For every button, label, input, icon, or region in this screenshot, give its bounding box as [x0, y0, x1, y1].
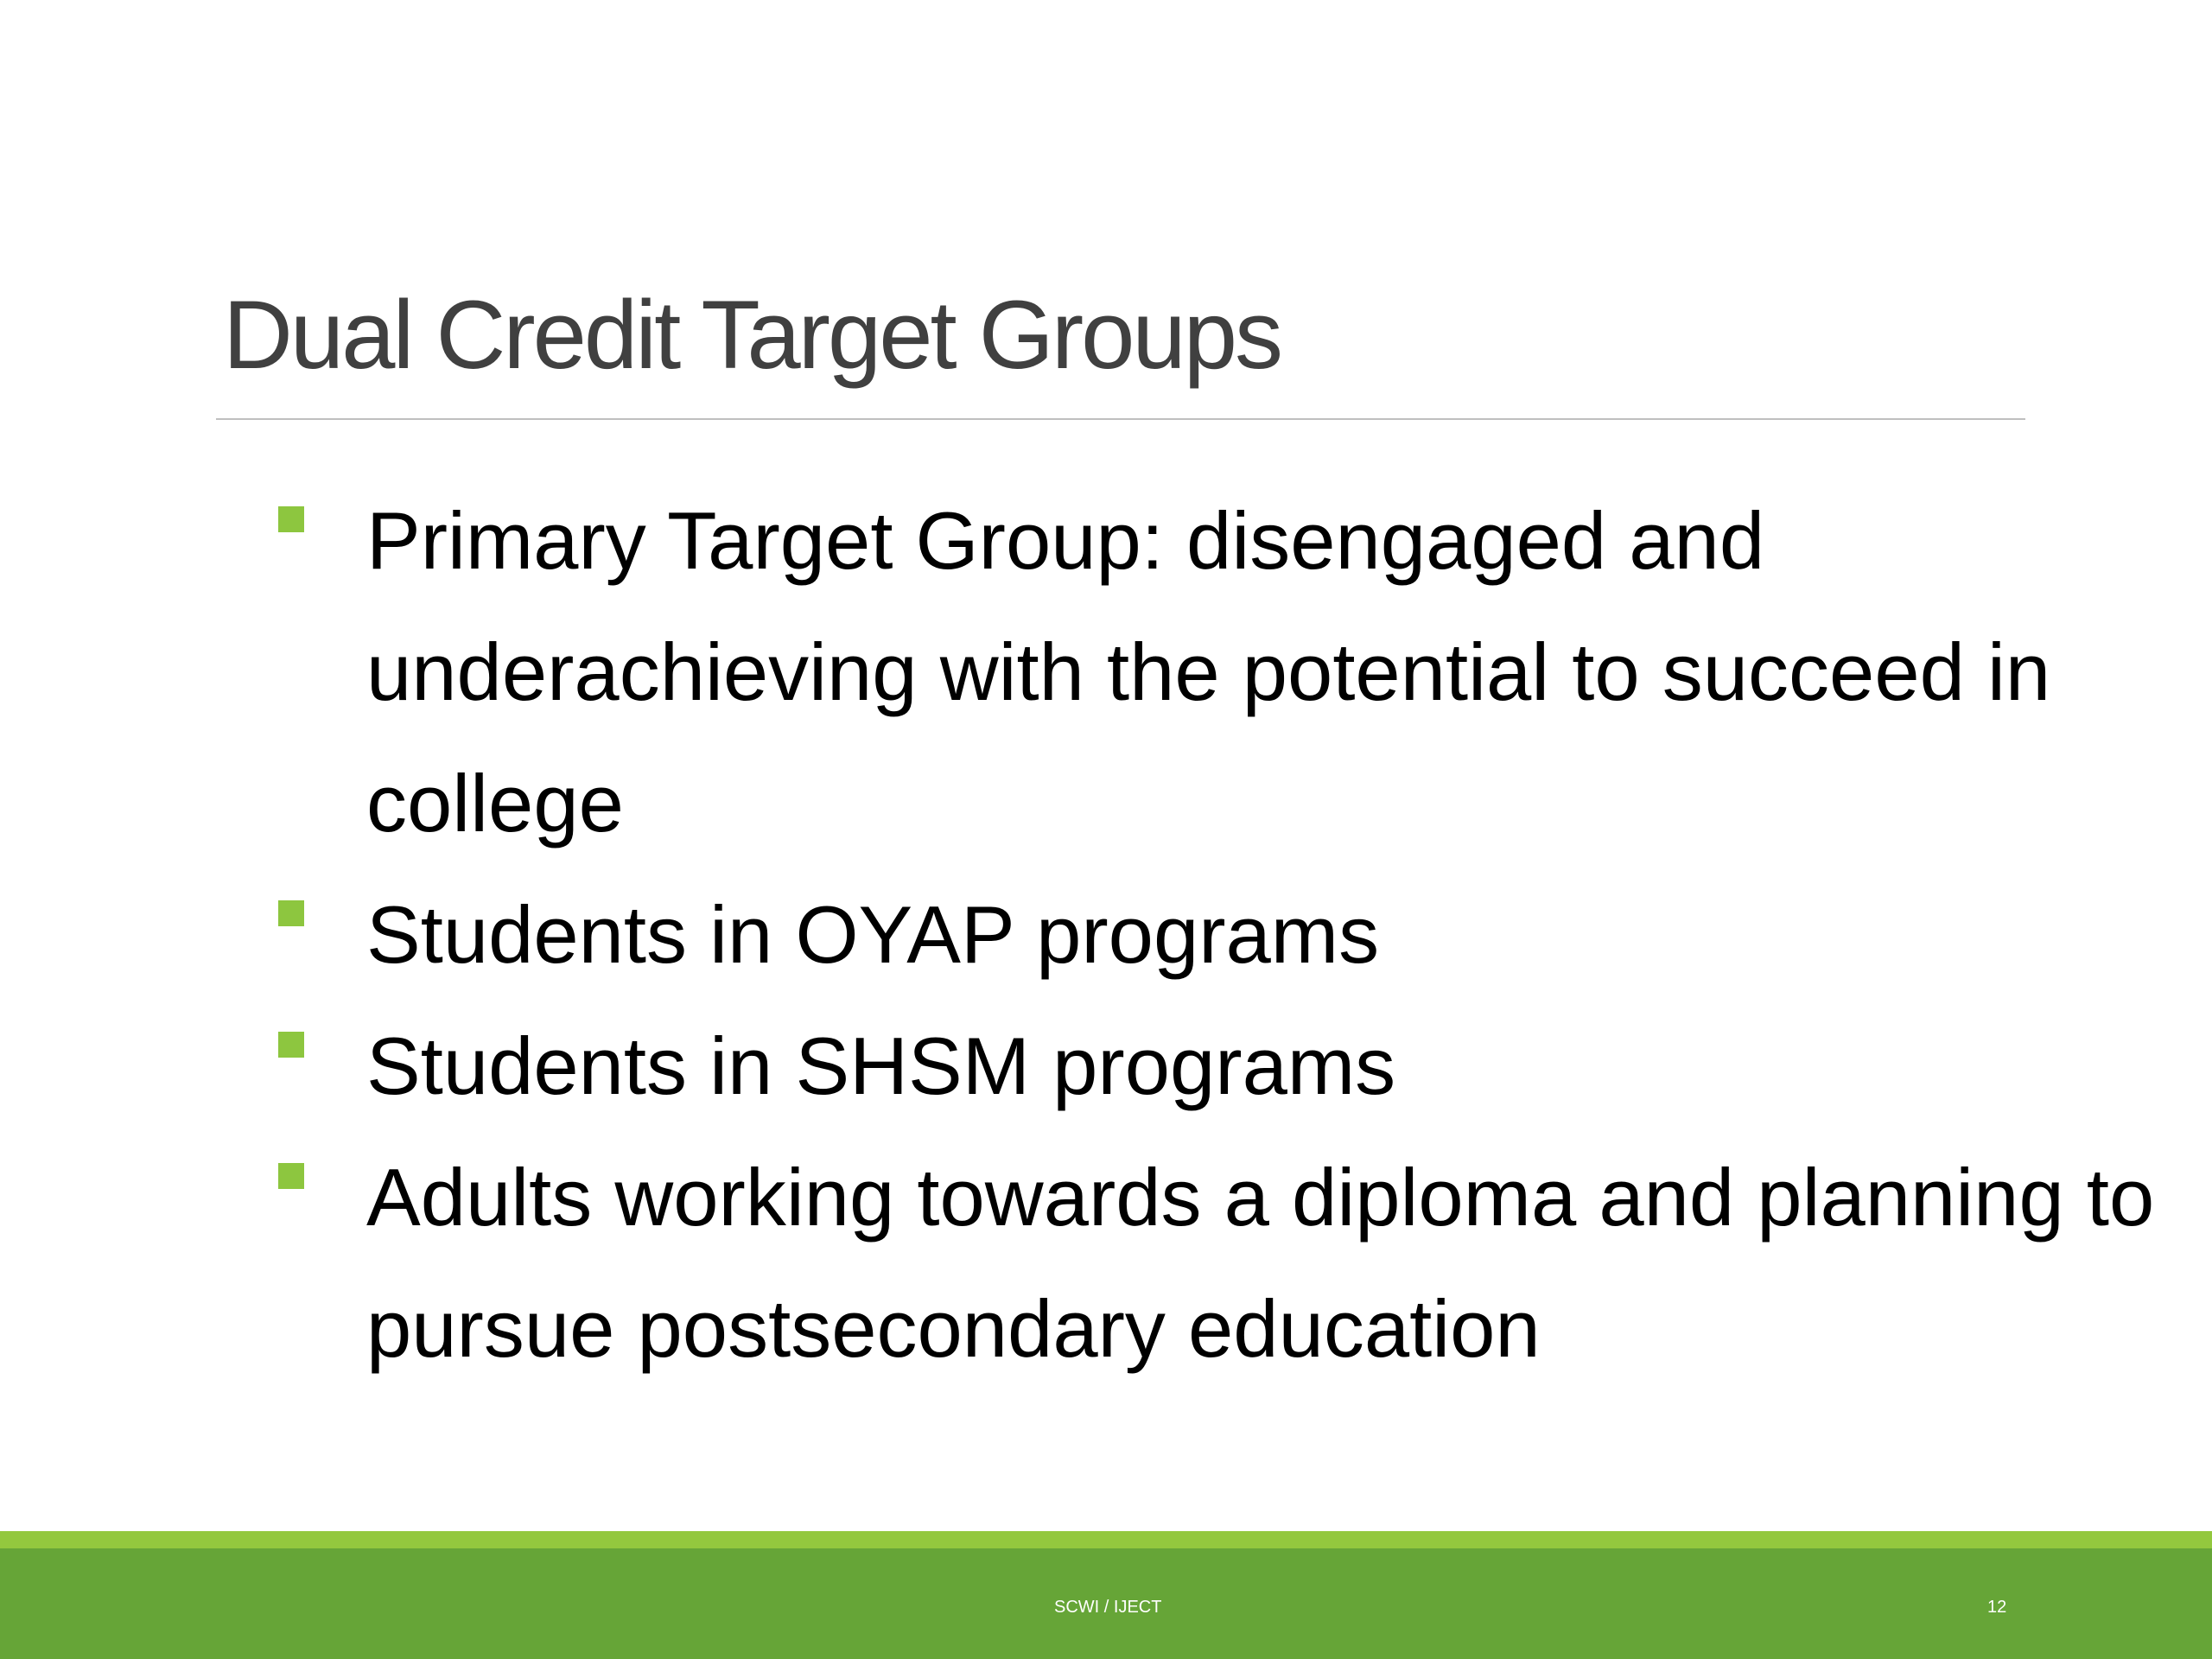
footer-accent-stripe	[0, 1531, 2212, 1548]
square-bullet-icon	[278, 506, 304, 532]
bullet-item	[278, 869, 2196, 1001]
bullet-text: Students in OYAP programs	[366, 889, 1380, 980]
bullet-list	[278, 475, 2196, 1395]
square-bullet-icon	[278, 1163, 304, 1189]
bullet-item	[278, 475, 2196, 869]
square-bullet-icon	[278, 900, 304, 926]
slide-title: Dual Credit Target Groups	[223, 281, 1281, 389]
bullet-item	[278, 1132, 2196, 1395]
square-bullet-icon	[278, 1032, 304, 1058]
footer-label: SCWI / IJECT	[1054, 1598, 1162, 1617]
title-divider	[216, 418, 2025, 420]
bullet-text: Students in SHSM programs	[366, 1020, 1396, 1111]
page-number: 12	[1987, 1598, 2007, 1617]
bullet-text: Primary Target Group: disengaged and underachieving with the potential to succeed in college	[366, 495, 2051, 849]
bullet-item	[278, 1001, 2196, 1132]
bullet-text: Adults working towards a diploma and planning to pursue postsecondary education	[366, 1152, 2155, 1374]
